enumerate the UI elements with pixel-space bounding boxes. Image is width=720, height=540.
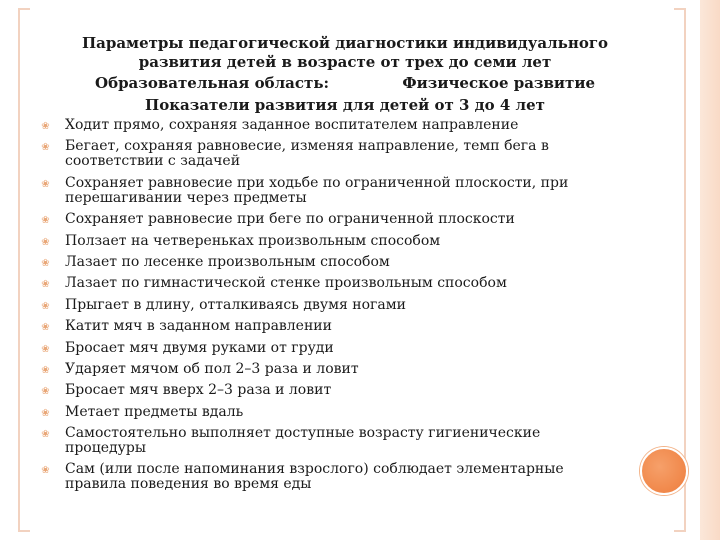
ornamental-bullet-icon: ❀	[41, 300, 50, 312]
list-item-text: Бросает мяч вверх 2–3 раза и ловит	[65, 382, 332, 399]
list-item	[40, 383, 600, 398]
list-item-text: Ударяет мячом об пол 2–3 раза и ловит	[65, 360, 359, 377]
ornamental-bullet-icon: ❀	[41, 364, 50, 376]
list-item-text-continued: процедуры	[65, 440, 146, 457]
ornamental-bullet-icon: ❀	[41, 121, 50, 132]
frame-corner	[674, 8, 686, 10]
ornamental-bullet-icon: ❀	[41, 343, 50, 355]
ornamental-bullet-icon: ❀	[41, 257, 50, 269]
indicator-list	[40, 118, 600, 499]
list-item	[40, 362, 600, 377]
list-item-text: Бросает мяч двумя руками от груди	[65, 339, 334, 356]
area-label: Образовательная область:	[95, 74, 330, 92]
ornamental-bullet-icon: ❀	[41, 236, 50, 248]
ornamental-bullet-icon: ❀	[41, 465, 50, 477]
list-item	[40, 234, 600, 249]
frame-corner	[18, 8, 30, 10]
ornamental-bullet-icon: ❀	[41, 215, 50, 227]
list-item-text-continued: соответствии с задачей	[65, 153, 241, 170]
list-item	[40, 255, 600, 270]
educational-area	[95, 74, 595, 93]
title-line-1: Параметры педагогической диагностики индивидуального	[81, 34, 609, 52]
list-item	[40, 118, 600, 133]
page-title	[60, 34, 630, 72]
age-heading: Показатели развития для детей от 3 до 4 лет	[145, 96, 545, 114]
ornamental-bullet-icon: ❀	[41, 386, 50, 398]
list-item-text: Метает предметы вдаль	[65, 403, 244, 420]
list-item-text: Сам (или после напоминания взрослого) соблюдает элементарные	[65, 461, 564, 478]
ornamental-bullet-icon: ❀	[41, 429, 50, 441]
list-item	[40, 176, 600, 206]
list-item	[40, 405, 600, 420]
ornamental-bullet-icon: ❀	[41, 142, 50, 154]
list-item-text: Бегает, сохраняя равновесие, изменяя направление, темп бега в	[65, 138, 549, 155]
list-item-text-continued: правила поведения во время еды	[65, 476, 312, 493]
list-item	[40, 462, 600, 492]
list-item	[40, 341, 600, 356]
ornamental-bullet-icon: ❀	[41, 178, 50, 190]
frame-corner	[18, 530, 30, 532]
list-item	[40, 212, 600, 227]
ornamental-bullet-icon: ❀	[41, 279, 50, 291]
frame-corner	[674, 530, 686, 532]
right-decor-band	[700, 0, 720, 540]
list-item-text: Сохраняет равновесие при ходьбе по ограниченной плоскости, при	[65, 174, 569, 191]
list-item-text: Ходит прямо, сохраняя заданное воспитателем направление	[65, 117, 519, 133]
list-item-text: Прыгает в длину, отталкиваясь двумя ногами	[65, 296, 406, 313]
list-item	[40, 276, 600, 291]
list-item-text: Лазает по лесенке произвольным способом	[65, 253, 390, 270]
list-item	[40, 139, 600, 169]
list-item	[40, 298, 600, 313]
list-item-text: Самостоятельно выполняет доступные возрасту гигиенические	[65, 425, 541, 442]
list-item-text: Ползает на четвереньках произвольным способом	[65, 232, 441, 249]
decor-circle	[640, 447, 688, 495]
list-item-text: Катит мяч в заданном направлении	[65, 318, 332, 335]
ornamental-bullet-icon: ❀	[41, 322, 50, 334]
area-value: Физическое развитие	[402, 74, 595, 92]
ornamental-bullet-icon: ❀	[41, 407, 50, 419]
list-item	[40, 319, 600, 334]
list-item	[40, 426, 600, 456]
list-item-text: Сохраняет равновесие при беге по ограниченной плоскости	[65, 211, 515, 228]
title-line-2: развития детей в возрасте от трех до семи лет	[138, 53, 552, 71]
list-item-text: Лазает по гимнастической стенке произвольным способом	[65, 275, 507, 292]
list-item-text-continued: перешагивании через предметы	[65, 189, 307, 206]
